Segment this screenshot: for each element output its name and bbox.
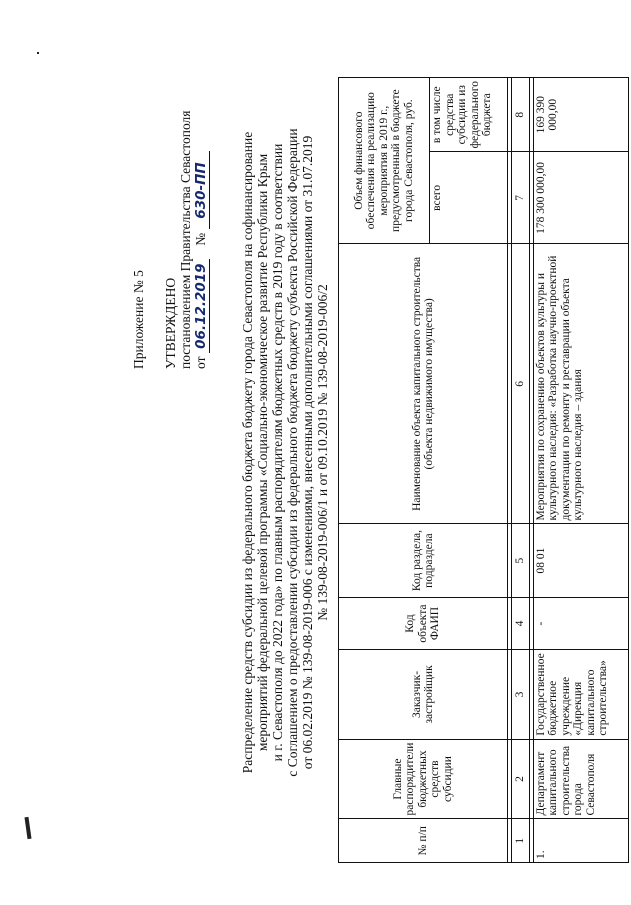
header-no: № п/п <box>339 819 508 863</box>
header-row <box>339 78 430 863</box>
column-number: 2 <box>512 739 530 819</box>
row-customer: Государственное бюджетное учреждение «Дирекция капитального строительства» <box>533 650 628 739</box>
row-total: 178 300 000,00 <box>533 152 628 244</box>
title-line: мероприятий федеральной целевой программы «Социально-экономическое развитие Республики Крым <box>255 153 270 752</box>
title-line: № 139-08-2019-006/1 и от 09.10.2019 № 139-08-2019-006/2 <box>315 284 330 621</box>
column-number: 5 <box>512 524 530 597</box>
title-line: Распределение средств субсидии из федерального бюджета бюджету города Севастополя на софинансирование <box>240 131 255 774</box>
header-object-name: Наименование объекта капитального строительства (объекта недвижимого имущества) <box>339 244 508 524</box>
header-customer: Заказчик-застройщик <box>339 650 508 739</box>
row-no: 1. <box>533 819 628 863</box>
row-section-code: 08 01 <box>533 524 628 597</box>
header-managers: Главные распорядители бюджетных средств субсидии <box>339 739 508 819</box>
subsidy-table <box>338 77 629 863</box>
decree-date-number <box>193 110 210 369</box>
number-prefix: № <box>193 232 208 246</box>
date-prefix: от <box>193 356 208 369</box>
approval-header <box>131 110 210 369</box>
approved-label: УТВЕРЖДЕНО <box>163 277 178 369</box>
column-number: 6 <box>512 244 530 524</box>
row-federal: 169 390 000,00 <box>533 78 628 152</box>
header-total: всего <box>430 152 508 244</box>
column-number-row <box>512 78 530 863</box>
row-object-name: Мероприятия по сохранению объектов культуры и культурного наследия: «Разработка научно-проектной документации по ремонту и реставрации объекта культурного наследия – здания <box>533 244 628 524</box>
header-faip-code: Код объекта ФАИП <box>339 597 508 650</box>
decree-label: постановлением Правительства Севастополя <box>178 110 193 369</box>
column-number: 3 <box>512 650 530 739</box>
row-manager: Департамент капитального строительства города Севастополя <box>533 739 628 819</box>
column-number: 7 <box>512 152 530 244</box>
title-line: от 06.02.2019 № 139-08-2019-006 с изменениями, внесенными дополнительными соглашениями от 31.07.2019 <box>300 135 315 770</box>
decree-date: 06.12.2019 <box>194 259 210 353</box>
title-line: и г. Севастополя до 2022 года» по главным распорядителям бюджетных средств в 2019 году в соответствии <box>270 143 285 762</box>
column-number: 1 <box>512 819 530 863</box>
header-federal: в том числе средства субсидии из федерального бюджета <box>430 78 508 152</box>
header-section-code: Код раздела, подраздела <box>339 524 508 597</box>
title-line: с Соглашением о предоставлении субсидии из федерального бюджета бюджету субъекта Российской Федерации <box>285 128 300 777</box>
document-title <box>240 0 330 905</box>
row-faip-code: - <box>533 597 628 650</box>
table-row <box>533 78 628 863</box>
header-finance: Объем финансового обеспечения на реализацию мероприятия в 2019 г., предусмотренный в бюджете города Севастополя, руб. <box>339 78 430 244</box>
column-number: 4 <box>512 597 530 650</box>
decree-number: 630-ПП <box>194 152 210 230</box>
column-number: 8 <box>512 78 530 152</box>
appendix-label: Приложение № 5 <box>131 270 146 369</box>
